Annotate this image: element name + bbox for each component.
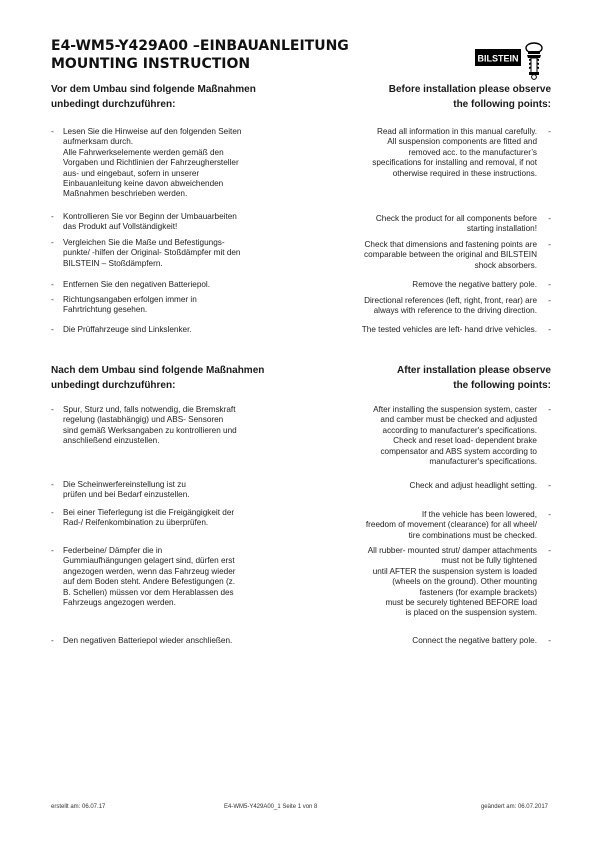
list-item: If the vehicle has been lowered, freedom of movement (clearance) for all wheel/ tire combinations must be checked. - — [365, 510, 551, 540]
logo-text: BILSTEIN — [477, 53, 519, 64]
section1-heading-en: Before installation please observe the following points: — [388, 84, 551, 110]
title-line-1: E4-WM5-Y429A00 –EINBAUANLEITUNG — [51, 38, 349, 54]
footer-changed-date: geändert am: 06.07.2017 — [480, 804, 548, 810]
list-item: - Die Prüffahrzeuge sind Linkslenker. — [51, 325, 192, 334]
list-item: - Richtungsangaben erfolgen immer in Fahrtrichtung gesehen. — [51, 295, 197, 315]
list-item: All rubber- mounted strut/ damper attachments must not be fully tightened until AFTER the suspension system is loaded (wheels on the ground). Other mounting fasteners (for example brackets) must be securely tightened BEFORE load is placed on the suspension system. - — [367, 546, 551, 618]
bilstein-logo — [474, 34, 546, 80]
section2-heading-en: After installation please observe the following points: — [397, 365, 551, 391]
footer-created-date: erstellt am: 06.07.17 — [51, 804, 106, 810]
list-item: - Lesen Sie die Hinweise auf den folgenden Seiten aufmerksam durch. Alle Fahrwerkselemente werden gemäß den Vorgaben und Richtlinien der Fahrzeughersteller aus- und eingebaut, sofern in unserer Einbauanleitung keine davon abweichenden Maßnahmen beschrieben werden. — [51, 127, 242, 199]
section2-heading-de: Nach dem Umbau sind folgende Maßnahmen unbedingt durchzuführen: — [51, 365, 265, 391]
list-item: - Bei einer Tieferlegung ist die Freigängigkeit der Rad-/ Reifenkombination zu überprüfen. — [51, 508, 235, 528]
list-item: - Federbeine/ Dämpfer die in Gummiaufhängungen gelagert sind, dürfen erst angezogen werden, wenn das Fahrzeug wieder auf dem Boden steht. Andere Befestigungen (z. B. Schellen) müssen vor dem Herablassen des Fahrzeugs angezogen werden. — [51, 546, 236, 608]
section1-heading-de: Vor dem Umbau sind folgende Maßnahmen unbedingt durchzuführen: — [51, 84, 256, 110]
list-item: Check that dimensions and fastening points are comparable between the original and BILSTEIN shock absorbers. - — [364, 240, 551, 270]
list-item: - Vergleichen Sie die Maße und Befestigungs- punkte/ -hilfen der Original- Stoßdämpfer mit den BILSTEIN – Stoßdämpfern. — [51, 238, 241, 268]
list-item: After installing the suspension system, caster and camber must be checked and adjusted according to manufacturer's specifications. Check and reset load- dependent brake compensator and ABS system according to manufacturer's specifications. - — [373, 405, 551, 467]
list-item: Directional references (left, right, front, rear) are always with reference to the driving direction. - — [364, 296, 551, 316]
list-item: - Entfernen Sie den negativen Batteriepol. — [51, 280, 211, 289]
title-line-2: MOUNTING INSTRUCTION — [51, 56, 251, 72]
list-item: Connect the negative battery pole. - — [412, 636, 551, 645]
list-item: The tested vehicles are left- hand drive vehicles. - — [361, 325, 551, 334]
list-item: - Den negativen Batteriepol wieder anschließen. — [51, 636, 233, 645]
list-item: Check the product for all components before starting installation! - — [375, 214, 551, 234]
list-item: Read all information in this manual carefully. All suspension components are fitted and removed acc. to the manufacturer’s specifications for installing and removal, if not otherwise required in these instructions. - — [372, 127, 551, 178]
document-title — [51, 37, 381, 73]
footer-document-reference: E4-WM5-Y429A00_1 Seite 1 von 8 — [224, 804, 318, 810]
list-item: Check and adjust headlight setting. - — [409, 481, 551, 490]
list-item: - Spur, Sturz und, falls notwendig, die Bremskraft regelung (lastabhängig) und ABS- Sensoren sind gemäß Werksangaben zu kontrollieren und anschließend einzustellen. — [51, 405, 237, 446]
list-item: - Kontrollieren Sie vor Beginn der Umbauarbeiten das Produkt auf Vollständigkeit! — [51, 212, 237, 232]
list-item: Remove the negative battery pole. - — [412, 280, 551, 289]
list-item: - Die Scheinwerfereinstellung ist zu prüfen und bei Bedarf einzustellen. — [51, 480, 190, 500]
